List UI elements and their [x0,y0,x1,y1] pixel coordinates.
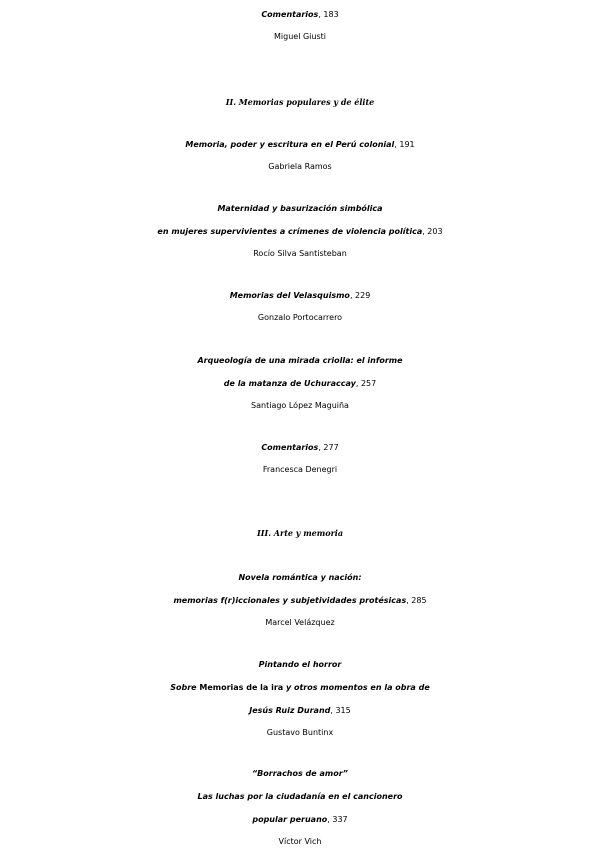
toc-entry-page-number: , 315 [330,706,351,715]
toc-entry-page-number: , 191 [394,140,415,149]
toc-entry-title-line-2 [0,676,600,699]
toc-entry-title-line-2: Las luchas por la ciudadanía en el cancionero [197,792,403,801]
section-heading-memorias-populares: II. Memorias populares y de élite [225,97,375,107]
toc-entry-title-upright-part: Memorias de la ira [199,683,284,692]
toc-entry-title-line [0,133,600,156]
toc-entry-title-line-3 [0,699,600,722]
toc-entry-comentarios-denegri [0,436,600,481]
toc-entry-author: Francesca Denegri [262,465,338,474]
toc-entry-title: popular peruano [252,815,328,824]
toc-entry-author: Miguel Giusti [274,32,326,41]
toc-entry-title-line-1: Maternidad y basurización simbólica [217,204,383,213]
toc-entry-page-number: , 337 [327,815,348,824]
toc-entry-title-line [0,284,600,307]
toc-entry-title-part: y otros momentos en la obra de [283,683,430,692]
toc-entry-title: memorias f(r)iccionales y subjetividades protésicas [173,596,407,605]
toc-entry-title-line-2 [0,372,600,395]
toc-entry-title: Memoria, poder y escritura en el Perú colonial [185,140,395,149]
toc-entry-title-part: Sobre [170,683,200,692]
toc-entry-title-line-3 [0,808,600,831]
toc-entry-portocarrero [0,284,600,329]
toc-entry-author: Gabriela Ramos [268,162,332,171]
toc-entry-buntinx [0,653,600,744]
toc-entry-title-line-1: Pintando el horror [258,660,342,669]
toc-entry-title-line-2 [0,589,600,612]
toc-entry-title-line-1: Novela romántica y nación: [238,573,362,582]
section-heading-arte-y-memoria: III. Arte y memoria [256,528,343,538]
toc-entry-title: Comentarios [261,10,319,19]
toc-entry-title: Jesús Ruiz Durand [249,706,331,715]
toc-entry-comentarios-giusti [0,3,600,48]
toc-entry-title-line-1: “Borrachos de amor” [252,769,348,778]
toc-entry-title-line-2 [0,220,600,243]
toc-entry-velazquez [0,566,600,634]
toc-entry-title: Memorias del Velasquismo [229,291,350,300]
toc-entry-page-number: , 229 [349,291,371,300]
toc-entry-page-number: , 257 [355,379,377,388]
toc-entry-page-number: , 277 [318,443,339,452]
toc-entry-title: de la matanza de Uchuraccay [223,379,356,388]
toc-entry-author: Gustavo Buntinx [266,728,334,737]
toc-entry-title: en mujeres supervivientes a crímenes de violencia política [157,227,423,236]
toc-entry-title-line [0,436,600,459]
toc-entry-silva-santisteban [0,197,600,265]
toc-entry-page-number: , 203 [422,227,443,236]
toc-entry-page-number: , 285 [406,596,427,605]
toc-entry-ramos [0,133,600,178]
toc-entry-title: Comentarios [261,443,319,452]
toc-entry-author: Víctor Vich [278,837,322,846]
toc-entry-author: Rocío Silva Santisteban [253,249,347,258]
toc-entry-vich [0,762,600,853]
toc-entry-page-number: , 183 [318,10,339,19]
toc-entry-author: Marcel Velázquez [265,618,335,627]
toc-entry-author: Santiago López Maguiña [251,401,349,410]
toc-entry-title-line-1: Arqueología de una mirada criolla: el informe [197,356,403,365]
toc-entry-lopez-maguina [0,349,600,417]
toc-entry-author: Gonzalo Portocarrero [257,313,343,322]
toc-entry-title-line [0,3,600,26]
